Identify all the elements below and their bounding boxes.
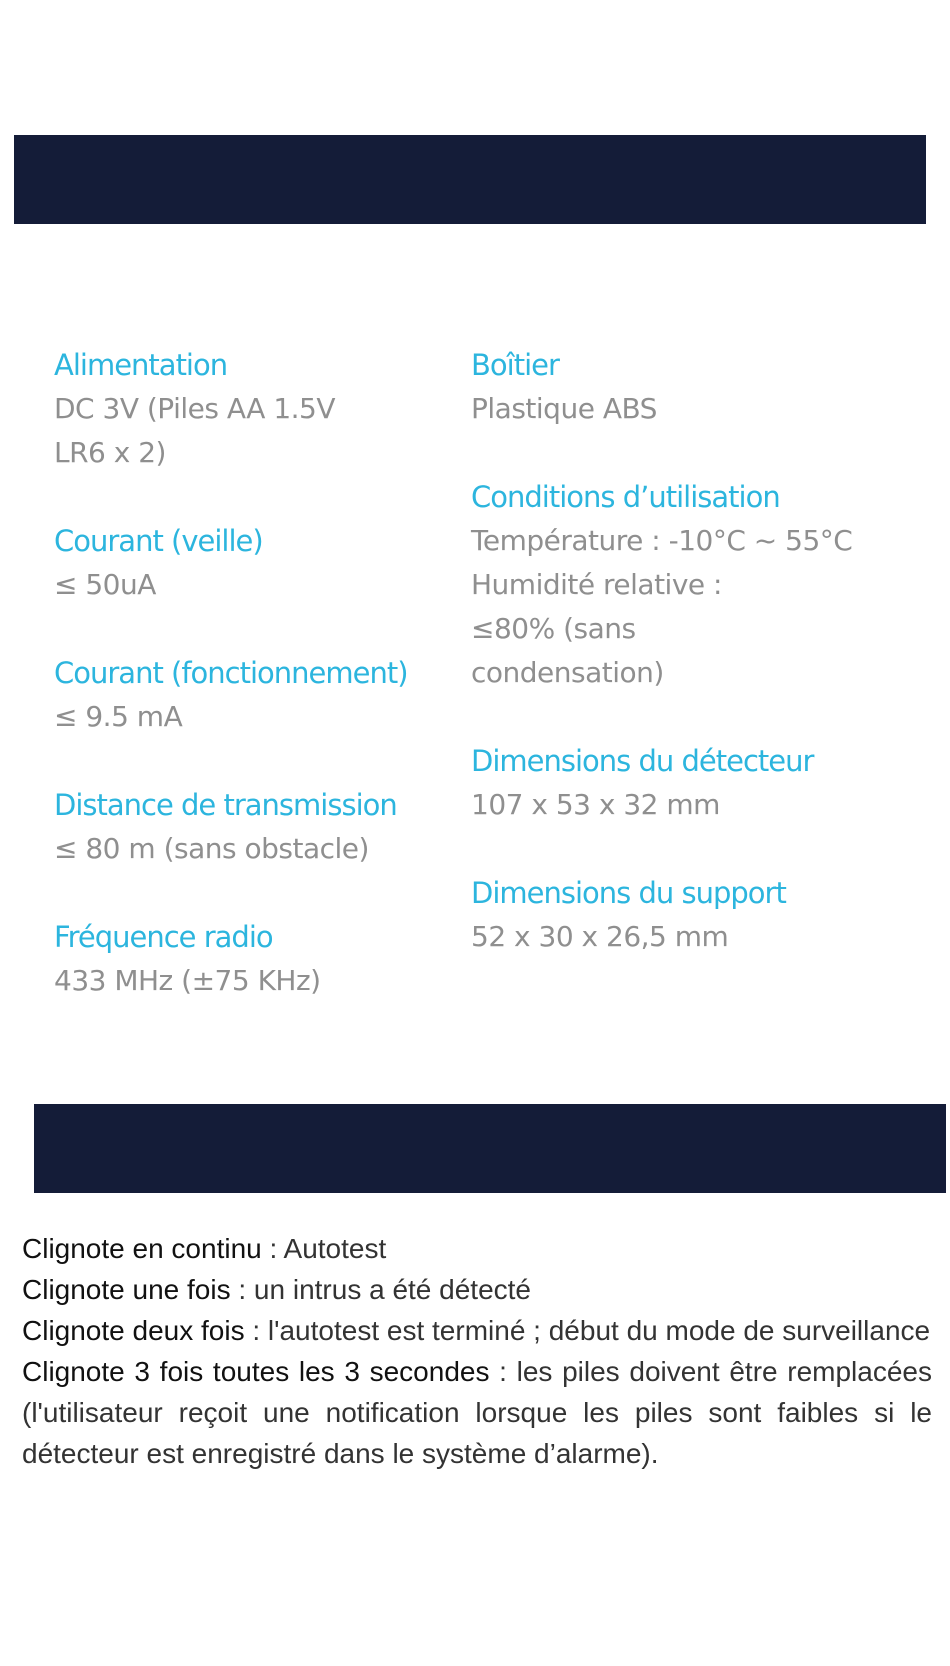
spec-value: ≤ 80 m (sans obstacle) (54, 832, 369, 865)
led-note-separator: : (489, 1356, 517, 1387)
spec-power (54, 343, 454, 475)
spec-value: Plastique ABS (471, 392, 657, 425)
led-note-term: Clignote deux fois (22, 1315, 245, 1346)
specs-column-right (471, 343, 911, 959)
spec-label: Conditions d’utilisation (471, 480, 780, 514)
spec-detector-dimensions (471, 739, 911, 827)
led-note-term: Clignote une fois (22, 1274, 231, 1305)
spec-housing (471, 343, 911, 431)
led-note-description: Autotest (283, 1233, 387, 1264)
spec-bracket-dimensions (471, 871, 911, 959)
spec-operating-conditions (471, 475, 911, 695)
spec-label: Dimensions du support (471, 876, 786, 910)
spec-value: Température : -10°C ~ 55°C Humidité relative : ≤80% (sans condensation) (471, 524, 853, 689)
spec-standby-current (54, 519, 454, 607)
header-band-specifications (14, 135, 926, 224)
spec-value: 52 x 30 x 26,5 mm (471, 920, 729, 953)
led-note (22, 1269, 932, 1310)
led-note-term: Clignote 3 fois toutes les 3 secondes (22, 1356, 490, 1387)
spec-operating-current (54, 651, 454, 739)
led-note-separator: : (244, 1315, 268, 1346)
led-note-term: Clignote en continu (22, 1233, 262, 1264)
led-note-separator: : (261, 1233, 284, 1264)
spec-value: 107 x 53 x 32 mm (471, 788, 720, 821)
spec-label: Dimensions du détecteur (471, 744, 814, 778)
led-note (22, 1228, 932, 1269)
led-note-description: un intrus a été détecté (253, 1274, 531, 1305)
led-note-separator: : (230, 1274, 254, 1305)
spec-label: Courant (fonctionnement) (54, 656, 408, 690)
led-note-description: les piles doivent être remplacées (l'utilisateur reçoit une notification lorsque les piles sont faibles si le détecteur est enregistré dans le système d’alarme). (22, 1356, 932, 1469)
spec-label: Boîtier (471, 348, 559, 382)
led-note (22, 1351, 932, 1474)
spec-value: ≤ 9.5 mA (54, 700, 183, 733)
led-note (22, 1310, 932, 1351)
spec-value: 433 MHz (±75 KHz) (54, 964, 321, 997)
led-notes (22, 1228, 932, 1474)
spec-value: ≤ 50uA (54, 568, 156, 601)
spec-radio-frequency (54, 915, 454, 1003)
spec-value: DC 3V (Piles AA 1.5V LR6 x 2) (54, 392, 336, 469)
spec-label: Alimentation (54, 348, 228, 382)
header-band-led-indicator (34, 1104, 946, 1193)
spec-label: Courant (veille) (54, 524, 263, 558)
specs-column-left (54, 343, 454, 1003)
led-note-description: l'autotest est terminé ; début du mode de surveillance (267, 1315, 931, 1346)
spec-transmission-distance (54, 783, 454, 871)
spec-label: Fréquence radio (54, 920, 273, 954)
spec-label: Distance de transmission (54, 788, 397, 822)
